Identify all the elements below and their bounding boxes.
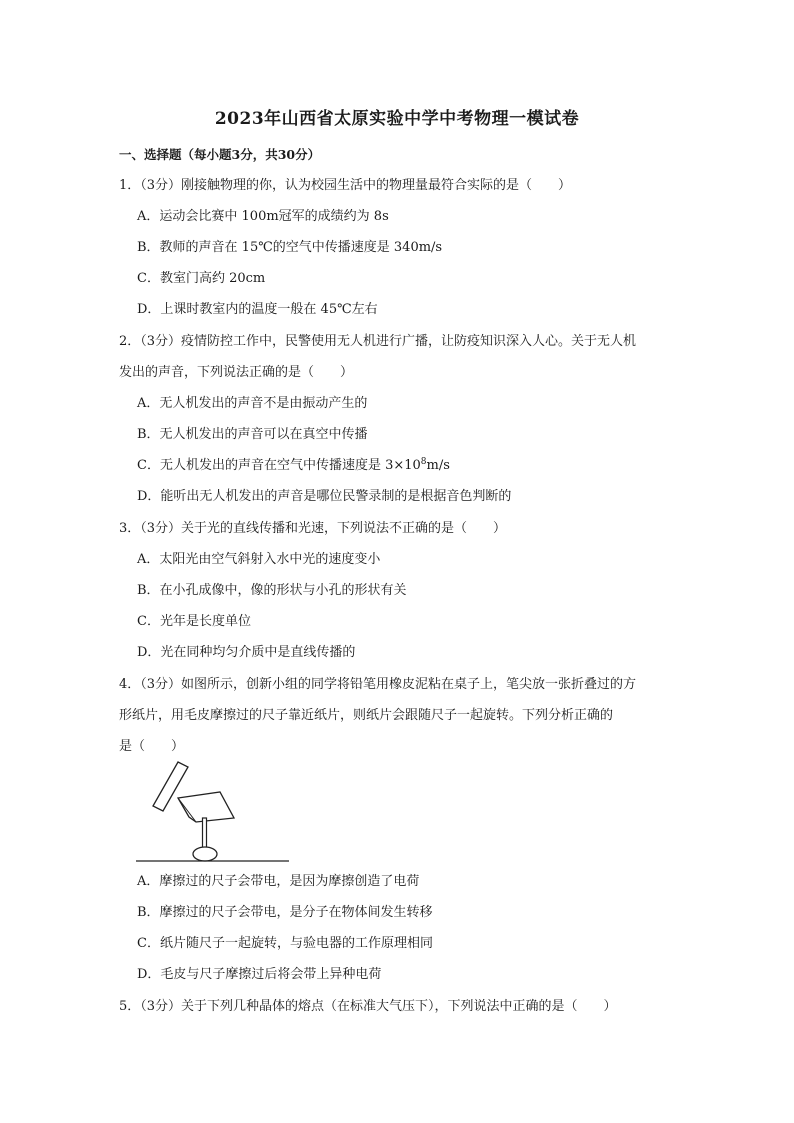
question-2-option-d[interactable]: D．能听出无人机发出的声音是哪位民警录制的是根据音色判断的 xyxy=(137,489,512,504)
question-3-option-a[interactable]: A．太阳光由空气斜射入水中光的速度变小 xyxy=(137,552,381,567)
question-4-option-d[interactable]: D．毛皮与尺子摩擦过后将会带上异种电荷 xyxy=(137,967,382,982)
question-2-option-c-text: C．无人机发出的声音在空气中传播速度是 3×10 xyxy=(137,458,421,473)
question-1-option-b[interactable]: B．教师的声音在 15℃的空气中传播速度是 340m/s xyxy=(137,240,443,255)
question-2-option-c-unit: m/s xyxy=(426,458,450,473)
question-4-option-c[interactable]: C．纸片随尺子一起旋转，与验电器的工作原理相同 xyxy=(137,936,433,951)
question-4-option-a[interactable]: A．摩擦过的尺子会带电，是因为摩擦创造了电荷 xyxy=(137,874,420,889)
question-3-option-b[interactable]: B．在小孔成像中，像的形状与小孔的形状有关 xyxy=(137,583,407,598)
question-4-stem-line-2: 形纸片，用毛皮摩擦过的尺子靠近纸片，则纸片会跟随尺子一起旋转。下列分析正确的 xyxy=(119,708,614,723)
question-1-stem: 1．（3分）刚接触物理的你，认为校园生活中的物理量最符合实际的是（ ） xyxy=(119,178,572,193)
question-2-option-c-exponent: 8 xyxy=(420,457,427,467)
ruler-paper-pencil-figure xyxy=(134,760,294,866)
question-1-option-a[interactable]: A．运动会比赛中 100m冠军的成绩约为 8s xyxy=(137,209,389,224)
question-4-stem-line-3: 是（ ） xyxy=(119,739,185,754)
question-4-stem-line-1: 4．（3分）如图所示，创新小组的同学将铅笔用橡皮泥粘在桌子上，笔尖放一张折叠过的方 xyxy=(119,677,637,692)
question-2-stem-line-2: 发出的声音，下列说法正确的是（ ） xyxy=(119,365,354,380)
section-header: 一、选择题（每小题3分，共30分） xyxy=(119,147,321,162)
question-4-option-b[interactable]: B．摩擦过的尺子会带电，是分子在物体间发生转移 xyxy=(137,905,433,920)
pencil-figure xyxy=(203,818,207,848)
question-3-option-c[interactable]: C．光年是长度单位 xyxy=(137,614,251,629)
question-3-option-d[interactable]: D．光在同种均匀介质中是直线传播的 xyxy=(137,645,356,660)
question-2-option-b[interactable]: B．无人机发出的声音可以在真空中传播 xyxy=(137,427,368,442)
page-title: 2023年山西省太原实验中学中考物理一模试卷 xyxy=(214,109,580,129)
plasticine-figure xyxy=(193,847,217,861)
question-1-option-d[interactable]: D．上课时教室内的温度一般在 45℃左右 xyxy=(137,302,378,317)
question-2-stem-line-1: 2．（3分）疫情防控工作中，民警使用无人机进行广播，让防疫知识深入人心。关于无人机 xyxy=(119,334,637,349)
question-3-stem: 3．（3分）关于光的直线传播和光速，下列说法不正确的是（ ） xyxy=(119,521,507,536)
question-2-option-c[interactable] xyxy=(137,458,450,474)
question-5-stem: 5．（3分）关于下列几种晶体的熔点（在标准大气压下），下列说法中正确的是（ ） xyxy=(119,999,617,1014)
question-1-option-c[interactable]: C．教室门高约 20cm xyxy=(137,271,266,286)
question-2-option-a[interactable]: A．无人机发出的声音不是由振动产生的 xyxy=(137,396,368,411)
